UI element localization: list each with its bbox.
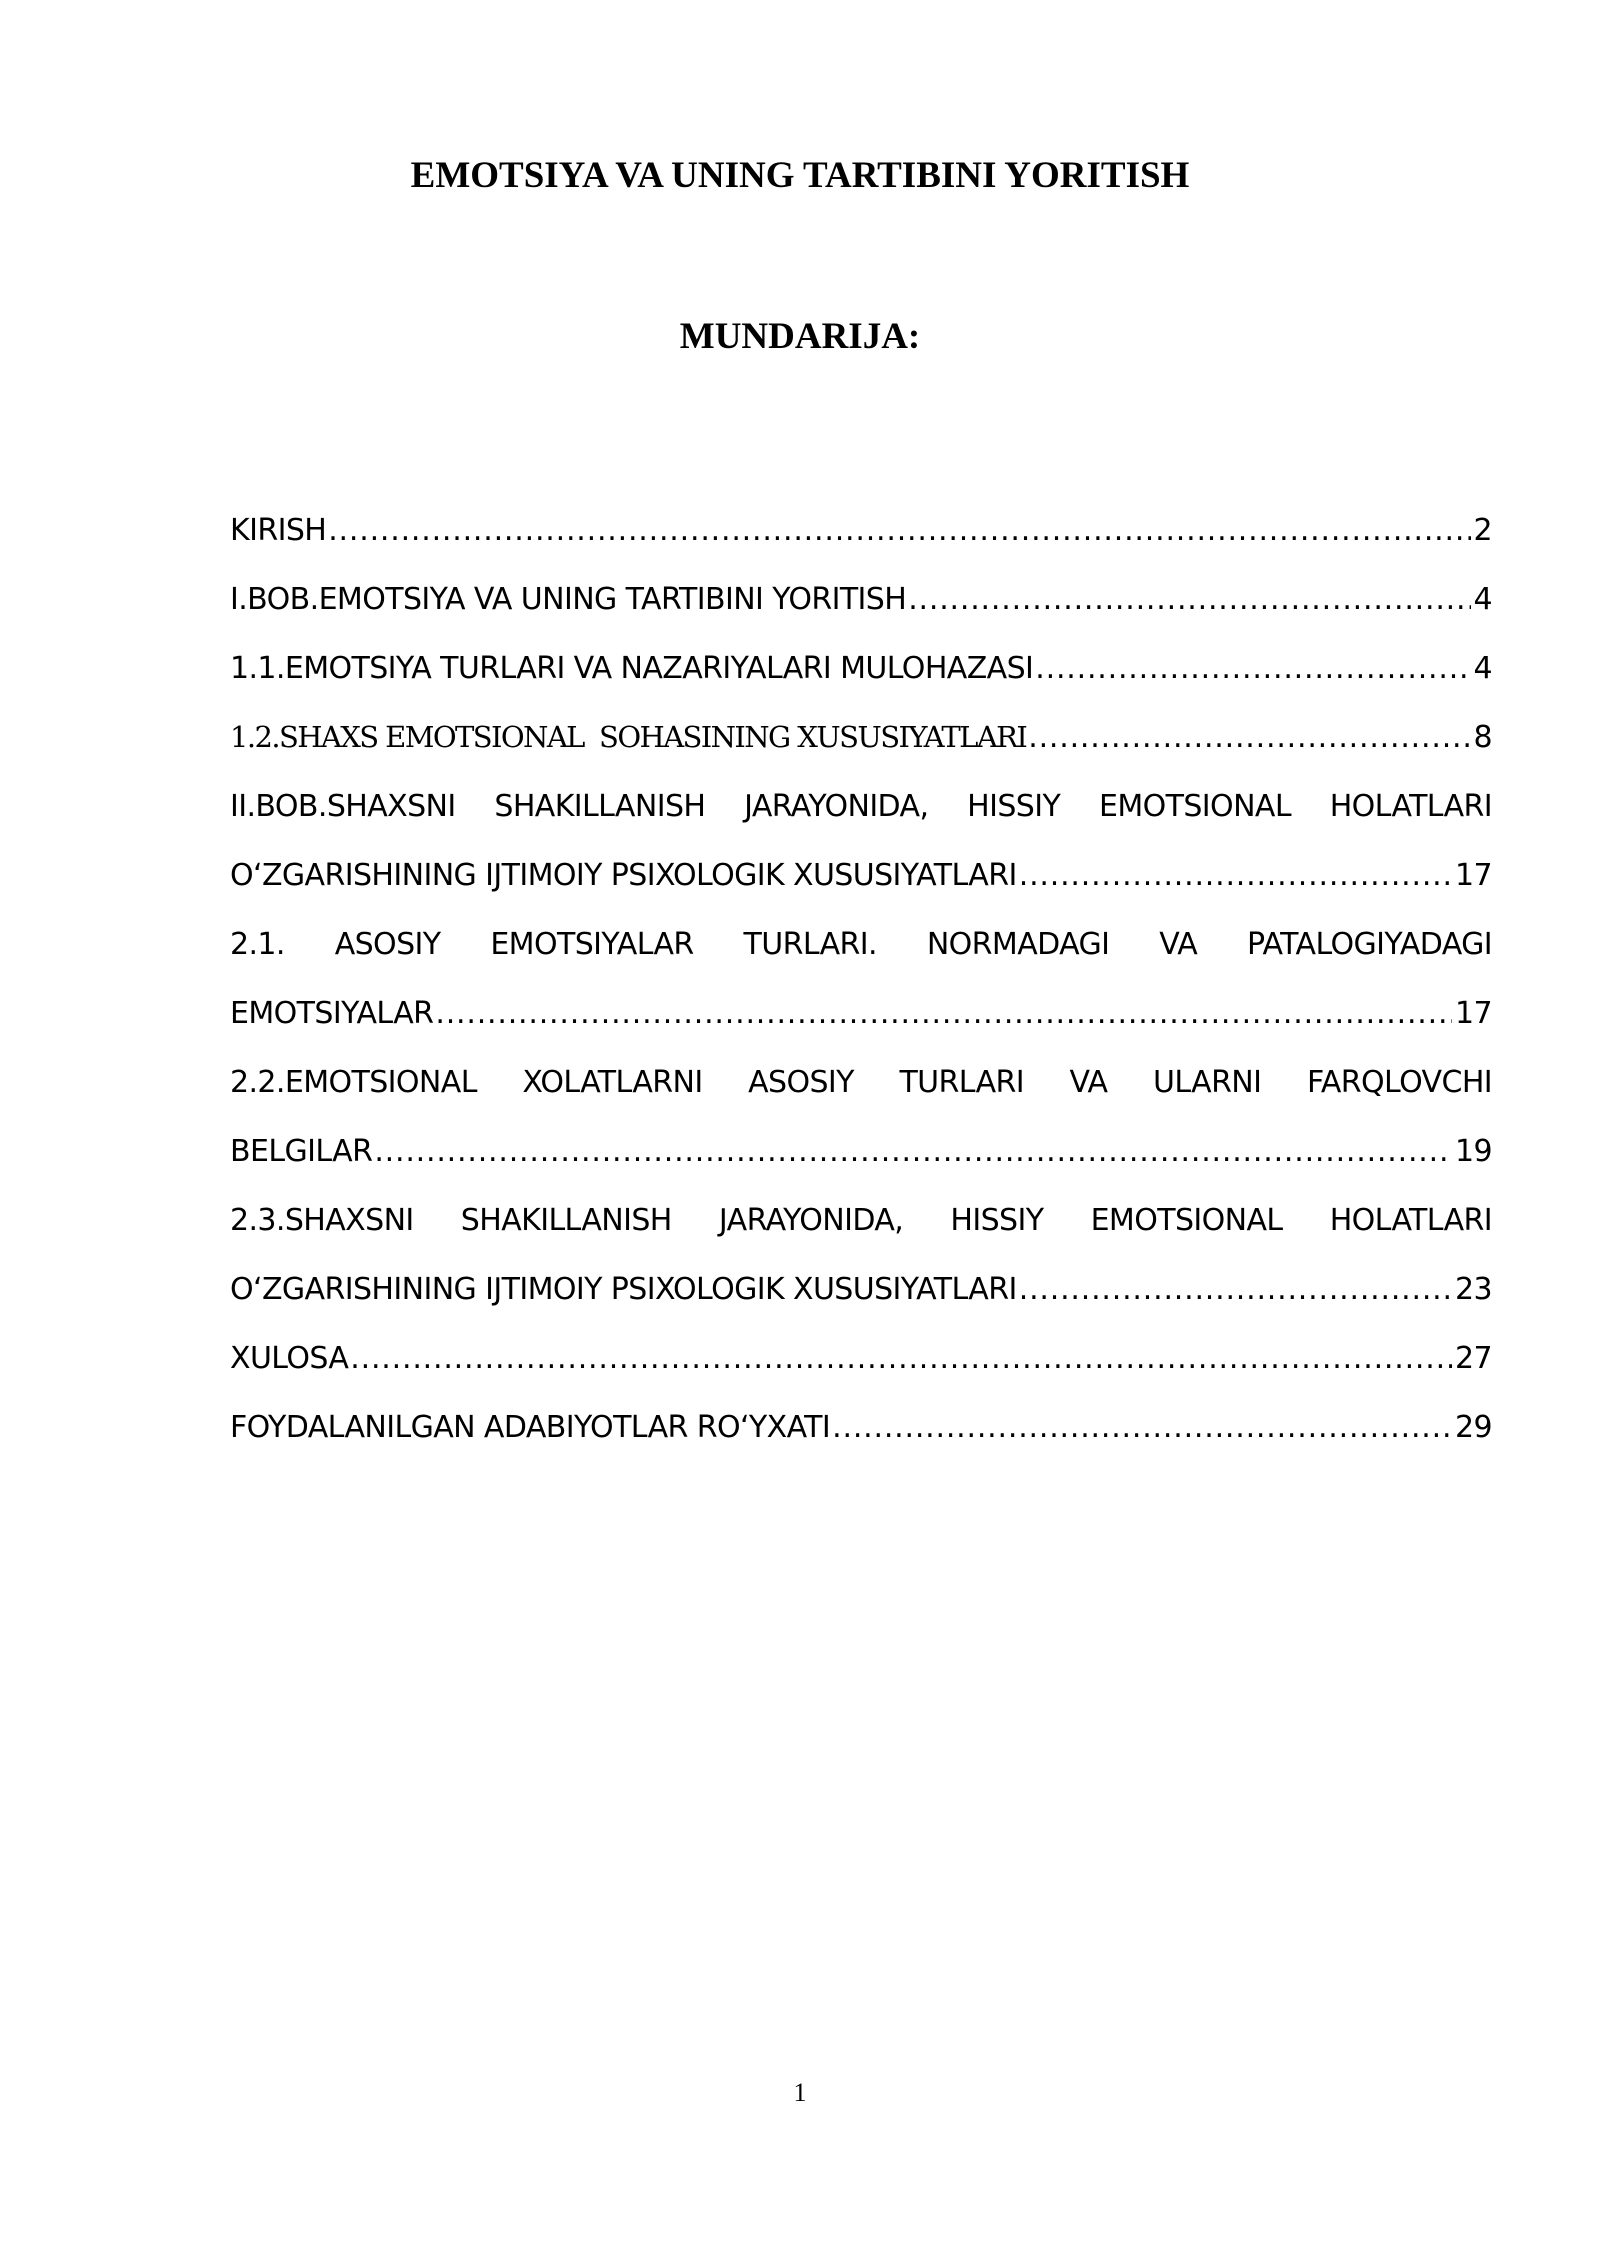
toc-word: EMOTSIONAL (1090, 1203, 1283, 1238)
toc-word: JARAYONIDA, (718, 1203, 904, 1238)
toc-word: TURLARI. (743, 927, 877, 962)
toc-word: EMOTSIYALAR (490, 927, 694, 962)
toc-entry-section-2-1[interactable] (230, 910, 1492, 1048)
toc-page-number: 27 (1452, 1324, 1492, 1393)
toc-entry-text: EMOTSIYALAR (230, 979, 435, 1048)
toc-page-number: 8 (1471, 703, 1493, 772)
toc-page-number: 23 (1452, 1255, 1492, 1324)
toc-word: FARQLOVCHI (1306, 1065, 1492, 1100)
toc-dot-leader (328, 496, 1470, 565)
toc-entry-bob-2[interactable] (230, 772, 1492, 910)
toc-word: ASOSIY (334, 927, 441, 962)
toc-word: 2.1. (230, 927, 285, 962)
toc-entry-text: 1.1.EMOTSIYA TURLARI VA NAZARIYALARI MULOHAZASI (230, 634, 1035, 703)
toc-word: ULARNI (1152, 1065, 1262, 1100)
toc-entry-text: BELGILAR (230, 1117, 374, 1186)
toc-dot-leader (1028, 703, 1470, 772)
toc-entry-section-1-2[interactable] (230, 703, 1492, 772)
toc-word: 2.2.EMOTSIONAL (230, 1065, 477, 1100)
toc-word: SHAKILLANISH (460, 1203, 672, 1238)
toc-dot-leader (908, 565, 1470, 634)
toc-entry-first-line (230, 772, 1492, 841)
toc-entry-text: XULOSA (230, 1324, 350, 1393)
toc-word: 2.3.SHAXSNI (230, 1203, 414, 1238)
toc-entry-kirish[interactable] (230, 496, 1492, 565)
toc-word: ASOSIY (748, 1065, 854, 1100)
toc-dot-leader (350, 1324, 1452, 1393)
toc-heading: MUNDARIJA: (679, 316, 921, 357)
page-number-footer: 1 (793, 2078, 807, 2107)
toc-entry-adabiyotlar[interactable] (230, 1393, 1492, 1462)
toc-word: II.BOB.SHAXSNI (230, 789, 456, 824)
toc-dot-leader (374, 1117, 1452, 1186)
toc-word: EMOTSIONAL (1098, 789, 1291, 824)
toc-dot-leader (1019, 1255, 1452, 1324)
toc-word: VA (1159, 927, 1198, 962)
toc-entry-bob-1[interactable] (230, 565, 1492, 634)
toc-word: HISSIY (950, 1203, 1044, 1238)
toc-entry-text: O‘ZGARISHINING IJTIMOIY PSIXOLOGIK XUSUSIYATLARI (230, 1255, 1019, 1324)
toc-page-number: 17 (1452, 841, 1492, 910)
table-of-contents (230, 496, 1492, 1462)
toc-dot-leader (435, 979, 1452, 1048)
toc-entry-text: KIRISH (230, 496, 328, 565)
toc-word: JARAYONIDA, (744, 789, 929, 824)
toc-word: XOLATLARNI (522, 1065, 703, 1100)
toc-entry-section-2-3[interactable] (230, 1186, 1492, 1324)
toc-word: SHAKILLANISH (494, 789, 706, 824)
toc-entry-section-1-1[interactable] (230, 634, 1492, 703)
toc-entry-text: 1.2.SHAXS EMOTSIONAL SOHASINING XUSUSIYATLARI (230, 703, 1028, 772)
toc-page-number: 4 (1471, 634, 1493, 703)
toc-word: VA (1069, 1065, 1108, 1100)
toc-word: TURLARI (899, 1065, 1024, 1100)
toc-entry-first-line (230, 910, 1492, 979)
toc-word: HOLATLARI (1329, 789, 1492, 824)
toc-entry-text: FOYDALANILGAN ADABIYOTLAR RO‘YXATI (230, 1393, 832, 1462)
toc-entry-section-2-2[interactable] (230, 1048, 1492, 1186)
toc-word: NORMADAGI (926, 927, 1110, 962)
toc-page-number: 4 (1471, 565, 1493, 634)
document-title: EMOTSIYA VA UNING TARTIBINI YORITISH (410, 155, 1190, 196)
toc-dot-leader (1035, 634, 1470, 703)
toc-entry-xulosa[interactable] (230, 1324, 1492, 1393)
toc-entry-first-line (230, 1048, 1492, 1117)
toc-word: HOLATLARI (1329, 1203, 1492, 1238)
toc-word: HISSIY (967, 789, 1061, 824)
toc-word: PATALOGIYADAGI (1246, 927, 1492, 962)
toc-page-number: 2 (1471, 496, 1493, 565)
toc-page-number: 19 (1452, 1117, 1492, 1186)
toc-entry-text: I.BOB.EMOTSIYA VA UNING TARTIBINI YORITISH (230, 565, 908, 634)
toc-page-number: 29 (1452, 1393, 1492, 1462)
toc-dot-leader (1019, 841, 1452, 910)
toc-entry-text: O‘ZGARISHINING IJTIMOIY PSIXOLOGIK XUSUSIYATLARI (230, 841, 1019, 910)
toc-entry-first-line (230, 1186, 1492, 1255)
toc-page-number: 17 (1452, 979, 1492, 1048)
toc-dot-leader (832, 1393, 1452, 1462)
